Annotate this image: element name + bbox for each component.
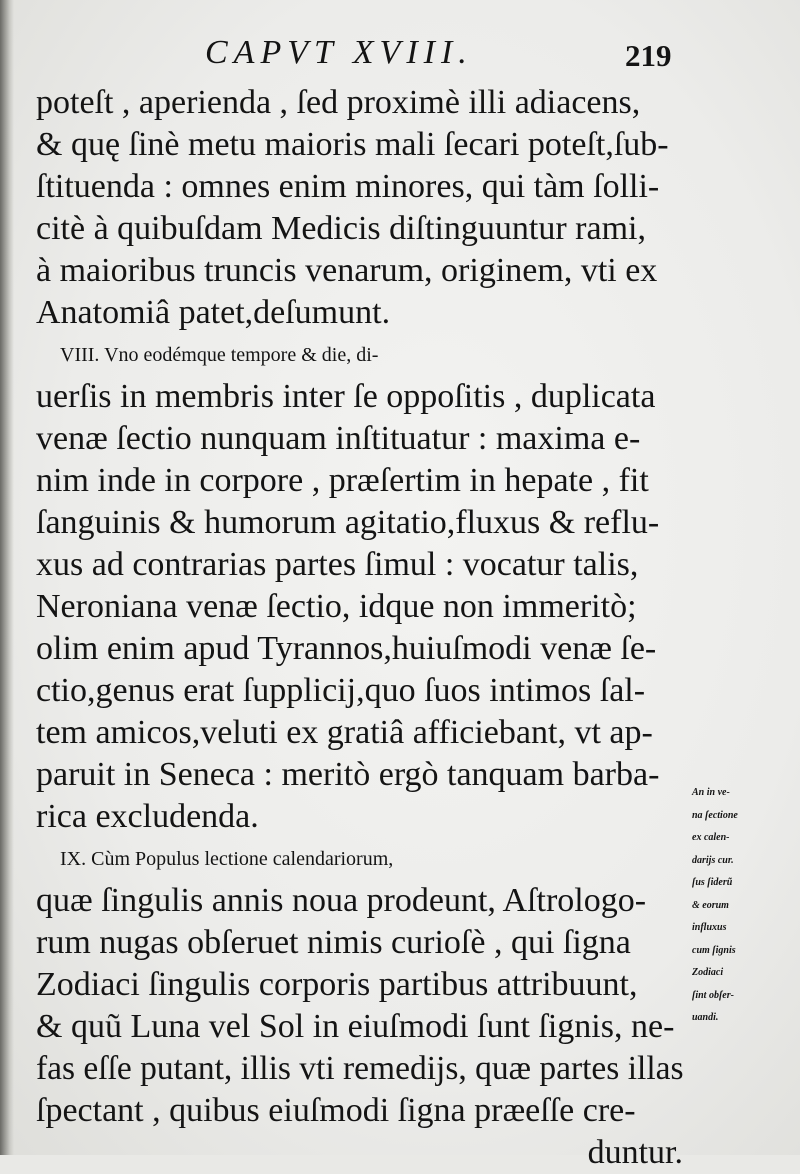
text-line: à maioribus truncis venarum, originem, vti ex	[36, 252, 658, 289]
section-heading-line: VIII. Vno eodémque tempore & die, di-	[60, 344, 379, 366]
marginal-note-line: darijs cur.	[692, 854, 734, 866]
marginal-note-line: influxus	[692, 922, 727, 933]
page-number: 219	[625, 38, 672, 73]
marginal-note	[692, 782, 798, 1030]
running-head: CAPVT XVIII.	[205, 34, 473, 71]
marginal-note-line: ex calen-	[692, 832, 730, 843]
marginal-note-line: na ſectione	[692, 809, 738, 821]
marginal-note-line: Zodiaci	[692, 967, 724, 978]
text-line: Anatomiâ patet,deſumunt.	[36, 294, 391, 331]
text-line: venæ ſectio nunquam inſtituatur : maxima e-	[36, 420, 641, 457]
text-line: ſpectant , quibus eiuſmodi ſigna præeſſe cre-	[36, 1092, 636, 1129]
marginal-note-line: ſus ſiderũ	[692, 877, 733, 888]
text-line: rum nugas obſeruet nimis curioſè , qui ſigna	[36, 924, 631, 961]
marginal-note-line: cum ſignis	[692, 944, 736, 956]
text-line-last: duntur.	[587, 1134, 683, 1171]
marginal-note-line: ſint obſer-	[692, 989, 734, 1001]
text-line: tem amicos,veluti ex gratiâ afficiebant, vt ap-	[36, 714, 653, 751]
text-line: & quũ Luna vel Sol in eiuſmodi ſunt ſignis, ne-	[36, 1008, 675, 1045]
text-line: paruit in Seneca : meritò ergò tanquam barba-	[36, 756, 660, 793]
marginal-note-line: & eorum	[692, 899, 729, 911]
text-line: uerſis in membris inter ſe oppoſitis , duplicata	[36, 378, 656, 415]
marginal-note-line: uandi.	[692, 1012, 719, 1023]
text-line: & quę ſinè metu maioris mali ſecari poteſt,ſub-	[36, 126, 669, 163]
text-line: citè à quibuſdam Medicis diſtinguuntur rami,	[36, 210, 646, 247]
text-line: ctio,genus erat ſupplicij,quo ſuos intimos ſal-	[36, 672, 646, 709]
text-line: quæ ſingulis annis noua prodeunt, Aſtrologo-	[36, 882, 647, 919]
text-line: fas eſſe putant, illis vti remedijs, quæ partes illas	[36, 1050, 684, 1087]
text-line: poteſt , aperienda , ſed proximè illi adiacens,	[36, 84, 641, 121]
text-line: rica excludenda.	[36, 798, 259, 835]
page-header	[0, 30, 800, 80]
text-line: xus ad contrarias partes ſimul : vocatur talis,	[36, 546, 639, 583]
text-line: olim enim apud Tyrannos,huiuſmodi venæ ſe-	[36, 630, 657, 667]
page-spine-shadow	[0, 0, 14, 1155]
text-line: Zodiaci ſingulis corporis partibus attribuunt,	[36, 966, 638, 1003]
text-line: ſanguinis & humorum agitatio,fluxus & reflu-	[36, 504, 660, 541]
text-line: nim inde in corpore , præſertim in hepate , fit	[36, 462, 649, 499]
marginal-note-line: An in ve-	[692, 787, 730, 798]
body-text	[36, 82, 691, 1174]
text-line: ſtituenda : omnes enim minores, qui tàm ſolli-	[36, 168, 660, 205]
text-line: Neroniana venæ ſectio, idque non immeritò;	[36, 588, 637, 625]
section-heading-line: IX. Cùm Populus lectione calendariorum,	[60, 848, 394, 870]
